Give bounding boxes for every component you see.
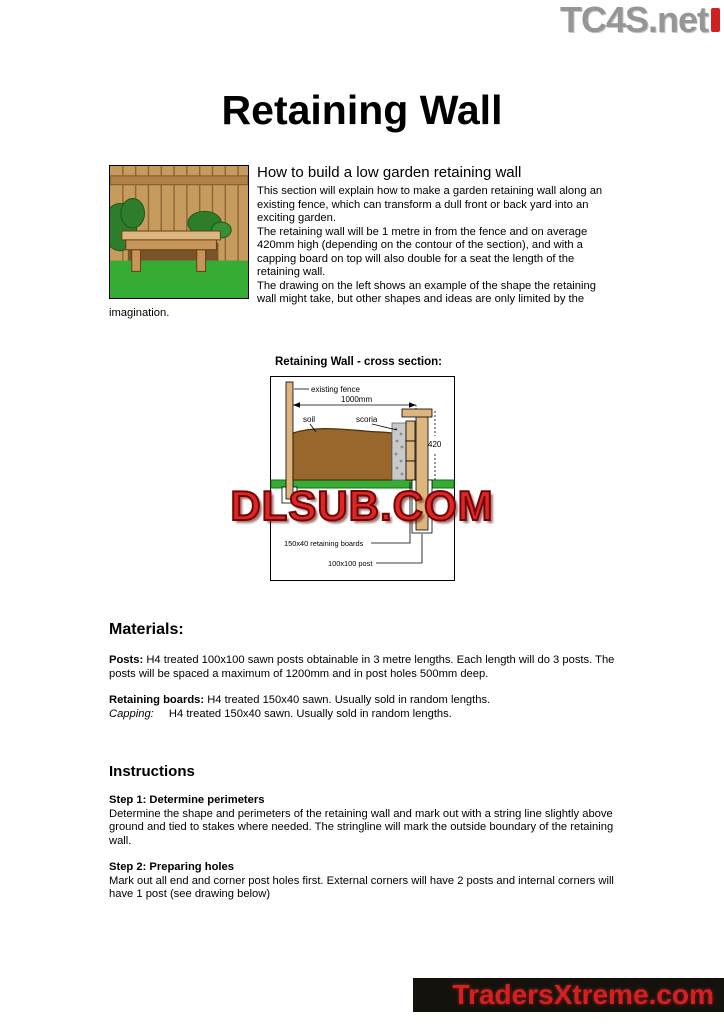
- garden-illustration-drawing: [110, 166, 248, 298]
- posts-label: Posts:: [109, 654, 144, 667]
- materials-heading: Materials:: [109, 621, 184, 639]
- intro-paragraph-2: The retaining wall will be 1 metre in from the fence and on average 420mm high (depending on the contour of the section), and with a capping board on top will also double for a seat the length of the retaining wall.: [257, 225, 588, 279]
- step-2-title: Step 2: Preparing holes: [109, 861, 234, 874]
- cross-section-figure: [270, 356, 456, 586]
- tc4s-logo-red-badge: [711, 8, 720, 32]
- step-1-body: Determine the shape and perimeters of the retaining wall and mark out with a string line slightly above ground and tied to stakes where needed. The stringline will mark the outside boundary of the retaining wall.: [109, 807, 614, 847]
- scoria-label: scoria: [356, 415, 378, 425]
- capping-label: Capping:: [109, 707, 154, 720]
- posts-text: H4 treated 100x100 sawn posts obtainable in 3 metre lengths. Each length will do 3 posts. The posts will be spaced a maximum of 1200mm and in post holes 500mm deep.: [109, 654, 615, 680]
- retaining-boards-text: H4 treated 150x40 sawn. Usually sold in random lengths.: [207, 694, 491, 707]
- existing-fence-label: existing fence: [311, 385, 360, 395]
- step-2-body: Mark out all end and corner post holes first. External corners will have 2 posts and internal corners will have 1 post (see drawing below): [109, 874, 614, 901]
- height-dimension-label: 420: [428, 440, 442, 450]
- scoria-column: [392, 423, 406, 480]
- materials-posts-paragraph: [109, 654, 615, 681]
- tc4s-logo-text: TC4S.net: [559, 0, 708, 40]
- intro-paragraph-3: The drawing on the left shows an example of the shape the retaining wall might take, but other shapes and ideas are only limited by the imagination.: [109, 279, 596, 319]
- instruction-step-2: [109, 861, 615, 902]
- dlsub-watermark: DLSUB.COM: [230, 482, 494, 529]
- materials-section: [109, 621, 615, 721]
- cross-section-diagram: [270, 376, 455, 581]
- diagram-title: Retaining Wall - cross section:: [275, 356, 442, 369]
- capping-text: H4 treated 150x40 sawn. Usually sold in random lengths.: [168, 707, 452, 720]
- instruction-step-1: [109, 794, 615, 848]
- intro-heading: How to build a low garden retaining wall: [257, 164, 522, 182]
- materials-boards-paragraph: [109, 694, 615, 708]
- intro-paragraph-1: This section will explain how to make a garden retaining wall along an existing fence, which can transform a dull front or back yard into an exciting garden.: [257, 185, 603, 225]
- garden-illustration: [109, 165, 249, 299]
- retaining-boards-label: 150x40 retaining boards: [284, 539, 364, 549]
- width-dimension-label: 1000mm: [341, 395, 373, 405]
- footer-logo-bar: [413, 978, 724, 1012]
- post-label: 100x100 post: [328, 559, 373, 569]
- lawn: [110, 261, 248, 298]
- tradersxtreme-logo: TradersXtreme.com: [452, 979, 714, 1010]
- step-1-title: Step 1: Determine perimeters: [109, 794, 265, 807]
- intro-section: [109, 163, 615, 320]
- instructions-section: [109, 763, 615, 902]
- retaining-boards-label: Retaining boards:: [109, 694, 205, 707]
- document-title: Retaining Wall: [221, 87, 503, 133]
- instructions-heading: Instructions: [109, 763, 195, 781]
- retaining-boards-stack: [406, 421, 415, 480]
- soil-label: soil: [303, 415, 316, 425]
- materials-capping-paragraph: [109, 708, 615, 722]
- capping-board: [402, 409, 432, 417]
- soil-mass: [293, 429, 392, 480]
- tc4s-logo: [560, 2, 720, 38]
